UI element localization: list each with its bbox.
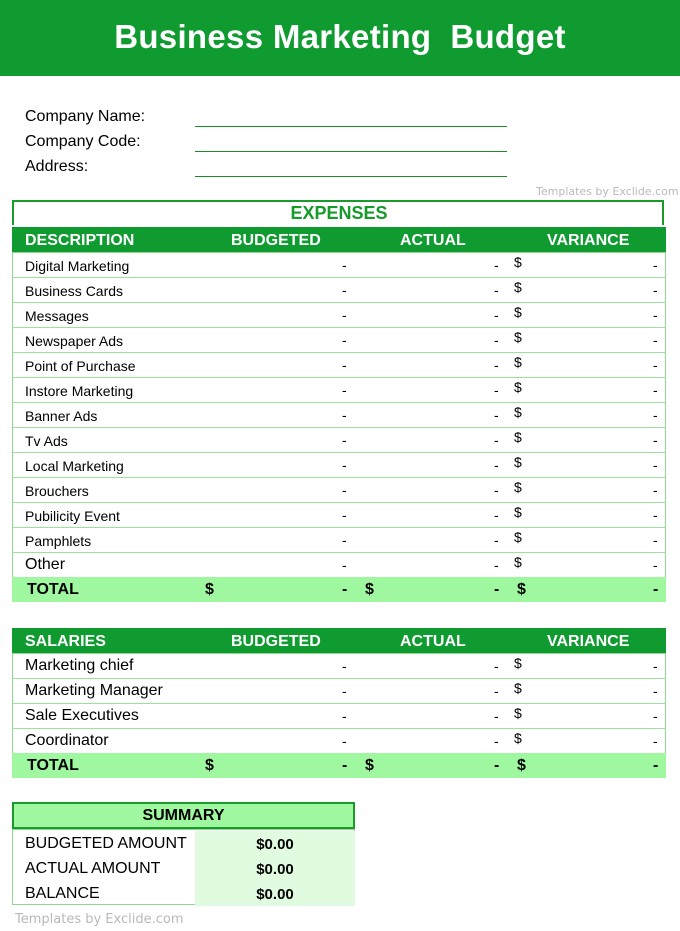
row-variance-symbol: $ — [514, 680, 522, 696]
row-variance-symbol: $ — [514, 730, 522, 746]
summary-row-actual — [12, 856, 355, 881]
total-variance: - — [653, 581, 659, 598]
row-actual: - — [494, 457, 499, 473]
row-label: Local Marketing — [25, 458, 124, 474]
total-variance: - — [653, 757, 659, 774]
table-row[interactable] — [12, 527, 666, 553]
row-variance: - — [653, 507, 658, 523]
row-variance: - — [653, 457, 658, 473]
table-row[interactable] — [12, 302, 666, 328]
row-budgeted: - — [342, 257, 347, 273]
row-budgeted: - — [342, 307, 347, 323]
summary-value-cell[interactable] — [195, 831, 355, 856]
col-variance: VARIANCE — [547, 232, 630, 249]
summary-row-balance — [12, 881, 355, 906]
row-actual: - — [494, 708, 499, 724]
row-variance-symbol: $ — [514, 655, 522, 671]
row-budgeted: - — [342, 407, 347, 423]
summary-value: $0.00 — [256, 861, 294, 878]
total-actual: - — [494, 581, 500, 598]
row-variance: - — [653, 332, 658, 348]
row-variance: - — [653, 282, 658, 298]
col-salaries: SALARIES — [25, 633, 106, 650]
table-row[interactable] — [12, 377, 666, 403]
row-variance: - — [653, 257, 658, 273]
row-variance-symbol: $ — [514, 529, 522, 545]
table-row[interactable] — [12, 427, 666, 453]
summary-value-cell[interactable] — [195, 881, 355, 906]
row-budgeted: - — [342, 557, 347, 573]
row-label: Digital Marketing — [25, 258, 130, 274]
watermark-bottom: Templates by Exclide.com — [15, 912, 184, 927]
row-variance-symbol: $ — [514, 279, 522, 295]
row-variance-symbol: $ — [514, 254, 522, 270]
company-code-label: Company Code: — [25, 133, 141, 150]
summary-row-budgeted — [12, 831, 355, 856]
row-variance-symbol: $ — [514, 354, 522, 370]
row-actual: - — [494, 257, 499, 273]
row-label: Sale Executives — [25, 707, 139, 724]
row-budgeted: - — [342, 658, 347, 674]
row-label: Marketing chief — [25, 657, 134, 674]
salaries-total-row — [12, 753, 666, 778]
row-variance: - — [653, 482, 658, 498]
row-actual: - — [494, 507, 499, 523]
table-row[interactable] — [12, 728, 666, 754]
row-budgeted: - — [342, 457, 347, 473]
row-budgeted: - — [342, 432, 347, 448]
row-variance-symbol: $ — [514, 404, 522, 420]
row-actual: - — [494, 407, 499, 423]
row-budgeted: - — [342, 482, 347, 498]
row-label: Instore Marketing — [25, 383, 134, 399]
table-row[interactable] — [12, 402, 666, 428]
summary-title: SUMMARY — [12, 802, 355, 829]
col-budgeted: BUDGETED — [231, 633, 321, 650]
summary-label: BALANCE — [25, 885, 100, 902]
row-budgeted: - — [342, 332, 347, 348]
row-variance-symbol: $ — [514, 429, 522, 445]
row-budgeted: - — [342, 282, 347, 298]
row-variance-symbol: $ — [514, 504, 522, 520]
row-actual: - — [494, 658, 499, 674]
row-variance: - — [653, 382, 658, 398]
row-label: Pamphlets — [25, 533, 92, 549]
row-variance-symbol: $ — [514, 705, 522, 721]
row-label: Business Cards — [25, 283, 124, 299]
address-field[interactable] — [195, 176, 507, 177]
summary-label: BUDGETED AMOUNT — [25, 835, 187, 852]
company-name-field[interactable] — [195, 126, 507, 127]
table-row[interactable] — [12, 552, 666, 578]
row-budgeted: - — [342, 532, 347, 548]
row-variance: - — [653, 357, 658, 373]
row-budgeted: - — [342, 708, 347, 724]
row-variance: - — [653, 708, 658, 724]
total-budgeted-symbol: $ — [205, 757, 214, 774]
row-variance: - — [653, 733, 658, 749]
row-label: Tv Ads — [25, 433, 68, 449]
table-row[interactable] — [12, 502, 666, 528]
table-row[interactable] — [12, 452, 666, 478]
row-variance: - — [653, 683, 658, 699]
row-variance-symbol: $ — [514, 304, 522, 320]
row-variance: - — [653, 432, 658, 448]
expenses-header — [12, 227, 666, 252]
row-actual: - — [494, 432, 499, 448]
col-actual: ACTUAL — [400, 633, 466, 650]
row-variance-symbol: $ — [514, 479, 522, 495]
row-variance-symbol: $ — [514, 379, 522, 395]
row-actual: - — [494, 307, 499, 323]
row-variance-symbol: $ — [514, 329, 522, 345]
row-actual: - — [494, 557, 499, 573]
page-title: Business Marketing Budget — [114, 18, 566, 55]
total-budgeted: - — [342, 581, 348, 598]
row-actual: - — [494, 282, 499, 298]
row-variance: - — [653, 658, 658, 674]
row-variance: - — [653, 407, 658, 423]
address-label: Address: — [25, 158, 89, 175]
row-variance-symbol: $ — [514, 554, 522, 570]
table-row[interactable] — [12, 703, 666, 729]
row-actual: - — [494, 733, 499, 749]
row-label: Other — [25, 556, 66, 573]
row-actual: - — [494, 332, 499, 348]
row-variance: - — [653, 307, 658, 323]
summary-value: $0.00 — [256, 836, 294, 853]
row-label: Newspaper Ads — [25, 333, 124, 349]
total-actual-symbol: $ — [365, 581, 374, 598]
row-budgeted: - — [342, 683, 347, 699]
total-label: TOTAL — [27, 757, 79, 774]
row-label: Point of Purchase — [25, 358, 136, 374]
total-label: TOTAL — [27, 581, 79, 598]
total-budgeted: - — [342, 757, 348, 774]
row-label: Pubilicity Event — [25, 508, 120, 524]
row-actual: - — [494, 382, 499, 398]
total-budgeted-symbol: $ — [205, 581, 214, 598]
total-variance-symbol: $ — [517, 757, 526, 774]
row-actual: - — [494, 532, 499, 548]
row-label: Messages — [25, 308, 89, 324]
watermark-top: Templates by Exclide.com — [536, 185, 679, 198]
table-row[interactable] — [12, 277, 666, 303]
row-label: Marketing Manager — [25, 682, 163, 699]
row-label: Brouchers — [25, 483, 89, 499]
table-row[interactable] — [12, 352, 666, 378]
row-label: Banner Ads — [25, 408, 98, 424]
row-budgeted: - — [342, 382, 347, 398]
table-row[interactable] — [12, 327, 666, 353]
col-budgeted: BUDGETED — [231, 232, 321, 249]
row-variance: - — [653, 532, 658, 548]
row-budgeted: - — [342, 733, 347, 749]
col-variance: VARIANCE — [547, 633, 630, 650]
total-actual-symbol: $ — [365, 757, 374, 774]
row-budgeted: - — [342, 507, 347, 523]
total-actual: - — [494, 757, 500, 774]
row-label: Coordinator — [25, 732, 109, 749]
summary-value-cell[interactable] — [195, 856, 355, 881]
table-row[interactable] — [12, 252, 666, 278]
row-actual: - — [494, 357, 499, 373]
row-budgeted: - — [342, 357, 347, 373]
company-name-label: Company Name: — [25, 108, 146, 125]
row-actual: - — [494, 482, 499, 498]
summary-label: ACTUAL AMOUNT — [25, 860, 161, 877]
total-variance-symbol: $ — [517, 581, 526, 598]
table-row[interactable] — [12, 678, 666, 704]
company-code-field[interactable] — [195, 151, 507, 152]
table-row[interactable] — [12, 477, 666, 503]
expenses-title: EXPENSES — [290, 203, 388, 223]
row-actual: - — [494, 683, 499, 699]
row-variance-symbol: $ — [514, 454, 522, 470]
salaries-header — [12, 628, 666, 653]
summary-value: $0.00 — [256, 886, 294, 903]
col-actual: ACTUAL — [400, 232, 466, 249]
expenses-total-row — [12, 577, 666, 602]
row-variance: - — [653, 557, 658, 573]
col-description: DESCRIPTION — [25, 232, 135, 249]
table-row[interactable] — [12, 653, 666, 679]
